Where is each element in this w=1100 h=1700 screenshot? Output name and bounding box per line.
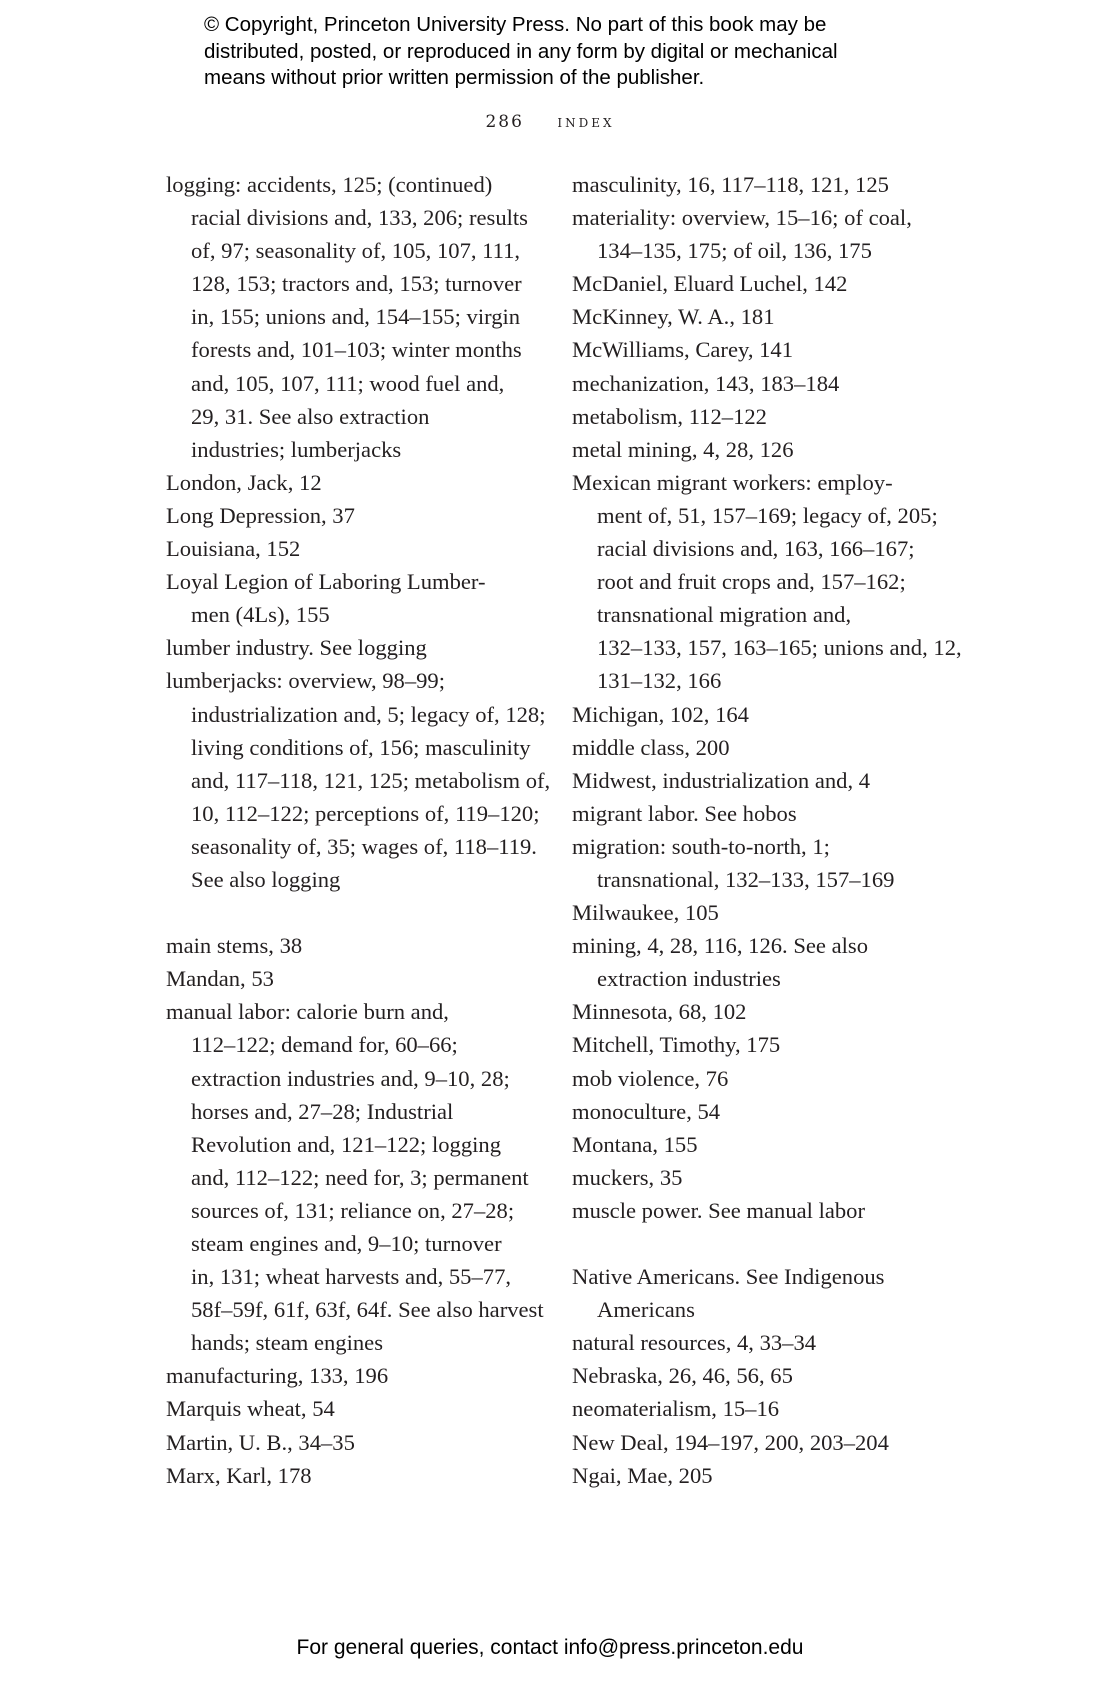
index-continuation: living conditions of, 156; masculinity (191, 734, 531, 760)
index-entry: McDaniel, Eluard Luchel, 142 (572, 271, 848, 297)
index-entry: muckers, 35 (572, 1164, 683, 1190)
index-entry: monoculture, 54 (572, 1098, 721, 1124)
index-continuation: seasonality of, 35; wages of, 118–119. (191, 833, 537, 859)
index-entry: Nebraska, 26, 46, 56, 65 (572, 1363, 793, 1389)
section-title: index (557, 112, 615, 132)
index-entry: Mandan, 53 (166, 966, 274, 992)
index-continuation: hands; steam engines (191, 1330, 384, 1356)
index-continuation: and, 105, 107, 111; wood fuel and, (191, 370, 505, 396)
index-continuation: racial divisions and, 163, 166–167; (597, 536, 915, 562)
index-continuation: and, 112–122; need for, 3; permanent (191, 1164, 529, 1190)
index-entry: Michigan, 102, 164 (572, 701, 749, 727)
index-continuation: 128, 153; tractors and, 153; turnover (191, 271, 522, 297)
index-column-left (166, 168, 566, 1492)
letter-group-gap (572, 1227, 972, 1260)
index-continuation: industries; lumberjacks (191, 436, 402, 462)
index-entry: neomaterialism, 15–16 (572, 1396, 780, 1422)
index-entry: masculinity, 16, 117–118, 121, 125 (572, 172, 889, 197)
index-entry: New Deal, 194–197, 200, 203–204 (572, 1429, 889, 1455)
index-continuation: 134–135, 175; of oil, 136, 175 (597, 238, 872, 264)
index-continuation: ment of, 51, 157–169; legacy of, 205; (597, 502, 938, 528)
index-entry: muscle power. See manual labor (572, 1197, 866, 1223)
index-continuation: horses and, 27–28; Industrial (191, 1098, 454, 1124)
index-continuation: 112–122; demand for, 60–66; (191, 1032, 458, 1058)
letter-group-gap (166, 896, 566, 929)
index-entry: Ngai, Mae, 205 (572, 1462, 713, 1488)
index-entry: manufacturing, 133, 196 (166, 1363, 389, 1389)
copyright-line: © Copyright, Princeton University Press. No part of this book may be (204, 13, 827, 36)
index-entry: migrant labor. See hobos (572, 800, 797, 826)
index-continuation: in, 131; wheat harvests and, 55–77, (191, 1264, 512, 1290)
index-continuation: racial divisions and, 133, 206; results (191, 205, 528, 231)
index-continuation: in, 155; unions and, 154–155; virgin (191, 304, 521, 330)
index-entry: Marx, Karl, 178 (166, 1462, 312, 1488)
copyright-notice (204, 12, 924, 92)
index-entry: Montana, 155 (572, 1131, 698, 1157)
index-continuation: sources of, 131; reliance on, 27–28; (191, 1197, 515, 1223)
index-entry: manual labor: calorie burn and, (166, 999, 449, 1025)
index-continuation: steam engines and, 9–10; turnover (191, 1231, 502, 1256)
index-entry: mining, 4, 28, 116, 126. See also (572, 933, 869, 959)
copyright-line: distributed, posted, or reproduced in any form by digital or mechanical (204, 39, 838, 63)
index-entry: metabolism, 112–122 (572, 403, 767, 429)
running-head (0, 112, 1100, 132)
index-entry: Loyal Legion of Laboring Lumber- (166, 569, 486, 595)
index-continuation: and, 117–118, 121, 125; metabolism of, (191, 767, 551, 793)
index-entry: Minnesota, 68, 102 (572, 999, 747, 1025)
index-continuation: 132–133, 157, 163–165; unions and, 12, (597, 635, 962, 661)
index-continuation: 29, 31. See also extraction (191, 403, 430, 429)
index-entry: mob violence, 76 (572, 1065, 729, 1091)
index-continuation: See also logging (191, 866, 341, 892)
index-entry: logging: accidents, 125; (continued) (166, 172, 493, 197)
index-entry: lumberjacks: overview, 98–99; (166, 668, 446, 694)
index-entry: Louisiana, 152 (166, 536, 301, 562)
index-continuation: men (4Ls), 155 (191, 602, 330, 628)
index-entry: Midwest, industrialization and, 4 (572, 767, 871, 793)
index-continuation: transnational migration and, (597, 602, 852, 628)
index-continuation: Americans (597, 1297, 695, 1323)
index-continuation: industrialization and, 5; legacy of, 128; (191, 701, 546, 727)
index-entry: Native Americans. See Indigenous (572, 1264, 885, 1290)
index-continuation: of, 97; seasonality of, 105, 107, 111, (191, 238, 521, 264)
index-entry: materiality: overview, 15–16; of coal, (572, 205, 912, 231)
index-entry: main stems, 38 (166, 933, 303, 959)
index-entry: Mexican migrant workers: employ- (572, 469, 893, 495)
index-continuation: 131–132, 166 (597, 668, 722, 694)
index-continuation: extraction industries and, 9–10, 28; (191, 1065, 510, 1091)
index-entry: Mitchell, Timothy, 175 (572, 1032, 781, 1058)
index-continuation: transnational, 132–133, 157–169 (597, 866, 895, 892)
index-continuation: 10, 112–122; perceptions of, 119–120; (191, 800, 540, 826)
index-entry: Marquis wheat, 54 (166, 1396, 335, 1422)
index-continuation: extraction industries (597, 966, 781, 992)
index-continuation: forests and, 101–103; winter months (191, 337, 522, 363)
index-entry: Long Depression, 37 (166, 502, 355, 528)
index-continuation: Revolution and, 121–122; logging (191, 1131, 502, 1157)
index-entry: Milwaukee, 105 (572, 900, 719, 926)
index-entry: metal mining, 4, 28, 126 (572, 436, 794, 462)
index-entry: middle class, 200 (572, 734, 730, 760)
index-entry: natural resources, 4, 33–34 (572, 1330, 817, 1356)
index-continuation: root and fruit crops and, 157–162; (597, 569, 906, 595)
index-entry: McWilliams, Carey, 141 (572, 337, 794, 363)
index-entry: mechanization, 143, 183–184 (572, 370, 840, 396)
index-entry: lumber industry. See logging (166, 635, 427, 661)
page-number: 286 (485, 112, 524, 132)
index-column-right (572, 168, 972, 1492)
index-entry: migration: south-to-north, 1; (572, 833, 830, 859)
copyright-line: means without prior written permission of the publisher. (204, 66, 705, 90)
index-entry: McKinney, W. A., 181 (572, 304, 775, 330)
index-entry: Martin, U. B., 34–35 (166, 1429, 355, 1455)
index-entry: London, Jack, 12 (166, 469, 322, 495)
index-continuation: 58f–59f, 61f, 63f, 64f. See also harvest (191, 1297, 544, 1323)
contact-footer: For general queries, contact info@press.princeton.edu (296, 1636, 804, 1659)
